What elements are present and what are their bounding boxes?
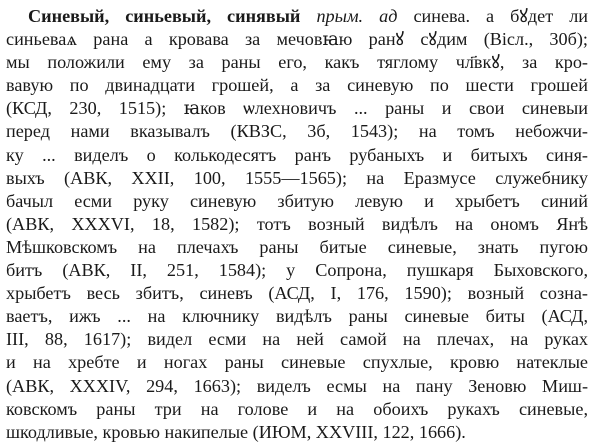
dictionary-entry	[6, 5, 588, 444]
entry-line-10: (АВК, XXXVI, 18, 1582); тотъ возный видѣлъ на ономъ Янѣ	[6, 213, 588, 234]
entry-line-13: хрыбетъ весь збитъ, синевъ (АСД, I, 176, 1590); возный созна-	[6, 283, 588, 304]
entry-line-7: ку ... виделъ о колькодесятъ ранъ рубаныхъ и битыхъ синя-	[6, 144, 588, 165]
entry-line-15: III, 88, 1617); видел есми на ней самой на плечах, на руках	[6, 329, 588, 350]
entry-line-4: вавую по двинадцати грошей, а за синевую по шести грошей	[6, 75, 588, 96]
entry-line-1	[6, 5, 588, 28]
entry-line-2: синьеваѧ рана а кровава за мечовꙗю ранꙋ сꙋдим (Вісл., 30б);	[6, 29, 588, 50]
entry-line-3: мы положили ему за раны его, какъ тяглому чл҃вкꙋ, за кро-	[6, 52, 588, 73]
entry-line-18: ковскомъ раны три на голове и на обоихъ рукахъ синевые,	[6, 398, 588, 419]
entry-text: синева. а бꙋдет ли	[397, 6, 588, 26]
grammar-label: прым. ад	[316, 6, 398, 26]
entry-line-8: выхъ (АВК, XXII, 100, 1555—1565); на Еразмусе служебнику	[6, 167, 588, 188]
entry-line-17: (АВК, XXXIV, 294, 1663); виделъ есмы на пану Зеновю Миш-	[6, 375, 588, 396]
headword: Синевый, синьевый, синявый	[28, 6, 301, 26]
entry-line-12: битъ (АВК, II, 251, 1584); у Сопрона, пушкаря Быховского,	[6, 260, 588, 281]
entry-line-19: шкодливые, кровью накипелые (ИЮМ, XXVIII, 122, 1666).	[6, 421, 466, 442]
entry-line-11: Мѣшковскомъ на плечахъ раны битые синевые, знать пугою	[6, 236, 588, 257]
entry-line-9: бачыл есми руку синевую збитую левую и хрыбетъ синий	[6, 190, 588, 211]
entry-line-16: и на хребте и ногах раны синевые спухлые, кровю натеклые	[6, 352, 588, 373]
entry-line-14: ваетъ, ижъ ... на ключнику видѣлъ раны синевые биты (АСД,	[6, 306, 588, 327]
entry-line-6: перед нами вказывалъ (КВЗС, 3б, 1543); на томъ небожчи-	[6, 121, 588, 142]
entry-line-5: (КСД, 230, 1515); ꙗков ѡлехновичъ ... раны и свои синевыи	[6, 98, 588, 119]
